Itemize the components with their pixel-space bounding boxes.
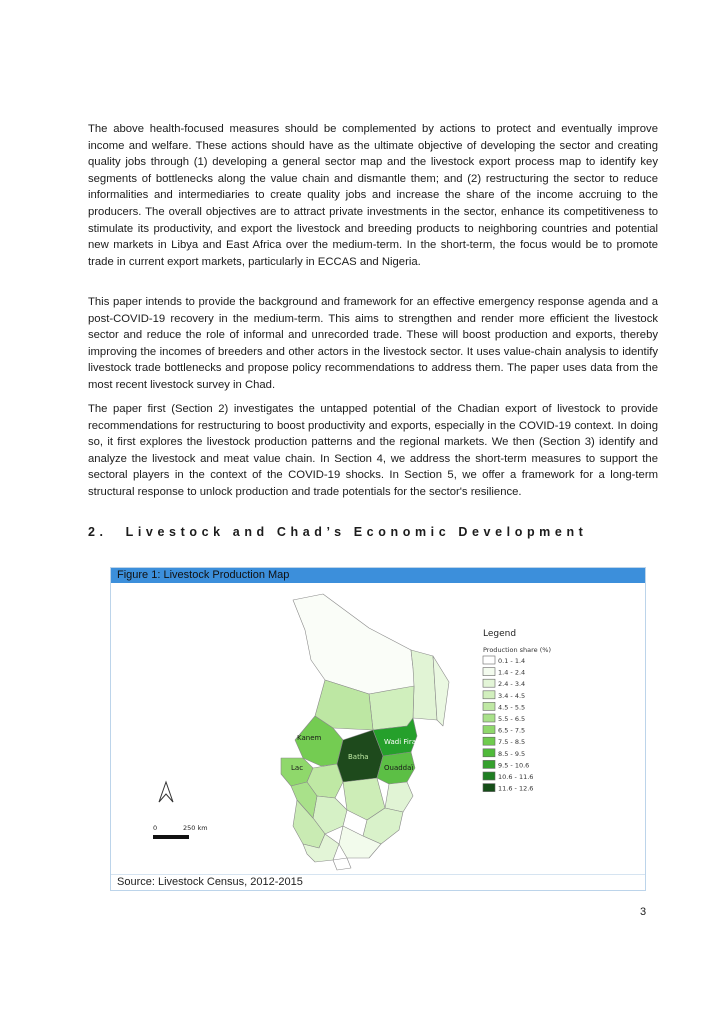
- legend-subtitle: Production share (%): [483, 646, 551, 654]
- figure-bottom-rule: [111, 874, 645, 875]
- legend-swatch: [483, 679, 495, 687]
- legend-swatch: [483, 737, 495, 745]
- legend-swatch: [483, 691, 495, 699]
- paragraph-2: This paper intends to provide the background and framework for an effective emergency response agenda and a post-COVID-19 recovery in the medium-term. This aims to strengthen and render more efficient the livestock sector and reduce the role of informal and unrecorded trade. These will boost production and exports, thereby improving the incomes of breeders and other actors in the livestock sector. It uses value-chain analysis to identify livestock trade bottlenecks and propose policy recommendations to address them. The paper uses data from the most recent livestock survey in Chad.: [88, 296, 658, 391]
- section-number: 2.: [88, 525, 108, 539]
- legend-swatch: [483, 749, 495, 757]
- legend-label: 6.5 - 7.5: [498, 726, 526, 735]
- scale-end: 250 km: [183, 824, 208, 832]
- legend-label: 4.5 - 5.5: [498, 703, 526, 712]
- label-ouaddai: Ouaddaï: [384, 764, 414, 772]
- figure-source: Source: Livestock Census, 2012-2015: [117, 876, 303, 888]
- legend-title: Legend: [483, 629, 517, 639]
- legend-label: 8.5 - 9.5: [498, 749, 526, 758]
- legend-swatch: [483, 784, 495, 792]
- legend-label: 7.5 - 8.5: [498, 738, 526, 747]
- page-number: 3: [640, 906, 647, 918]
- north-arrow-icon: [159, 780, 173, 802]
- legend-label: 9.5 - 10.6: [498, 761, 530, 770]
- legend-label: 11.6 - 12.6: [498, 784, 534, 793]
- legend-swatch: [483, 714, 495, 722]
- paragraph-3: The paper first (Section 2) investigates the untapped potential of the Chadian export of livestock to provide recommendations for restructuring to boost productivity and exports, especially in the COVID-19 context. In doing so, it first explores the livestock production patterns and the regional markets. We then (Section 3) identify and analyze the livestock and meat value chain. In Section 4, we address the short-term measures to support the sectoral players in the context of the COVID-19 shocks. In Section 5, we offer a framework for a long-term structural response to unlock production and trade potentials for the sector's resilience.: [88, 403, 658, 498]
- scale-bar: [153, 835, 189, 839]
- section-title: Livestock and Chad’s Economic Development: [125, 525, 588, 539]
- figure-title: Figure 1: Livestock Production Map: [111, 568, 645, 583]
- label-kanem: Kanem: [297, 734, 322, 742]
- region-ennedi-west: [369, 686, 414, 730]
- legend-swatch: [483, 772, 495, 780]
- legend-label: 3.4 - 4.5: [498, 691, 526, 700]
- legend-label: 10.6 - 11.6: [498, 773, 534, 781]
- legend-swatch: [483, 656, 495, 664]
- label-lac: Lac: [291, 764, 304, 772]
- legend-label: 0.1 - 1.4: [498, 657, 526, 665]
- legend-swatch: [483, 726, 495, 734]
- region-mandoul: [333, 858, 351, 870]
- legend-items: [483, 656, 533, 793]
- legend-swatch: [483, 702, 495, 710]
- livestock-production-map: [111, 568, 645, 874]
- legend-label: 1.4 - 2.4: [498, 668, 526, 677]
- paragraph-1: The above health-focused measures should be complemented by actions to protect and eventually improve income and welfare. These actions should have as the ultimate objective of developing the sector and creating quality jobs through (1) developing a general sector map and the livestock export process map to identify key segments of bottlenecks along the value chain and dismantle them; and (2) restructuring the sector to reduce informalities and intermediaries to create quality jobs and increase the share of the income accruing to the producers. The overall objectives are to attract private investments in the sector, enhance its competitiveness to stimulate its productivity, and export the livestock and breeding products to neighboring countries and potential new markets in Libya and East Africa over the medium-term. In the short-term, the focus would be to promote trade in current export markets, particularly in ECCAS and Nigeria.: [88, 123, 658, 268]
- region-borkou: [293, 594, 423, 694]
- legend-swatch: [483, 668, 495, 676]
- label-batha: Batha: [348, 753, 369, 761]
- legend-label: 2.4 - 3.4: [498, 680, 526, 689]
- legend-swatch: [483, 760, 495, 768]
- section-heading: [88, 525, 587, 539]
- legend-label: 5.5 - 6.5: [498, 715, 526, 723]
- scale-start: 0: [153, 824, 158, 832]
- figure-livestock-map: [110, 567, 646, 891]
- label-wadi-fira: Wadi Fira: [384, 738, 417, 746]
- region-sila: [385, 782, 413, 812]
